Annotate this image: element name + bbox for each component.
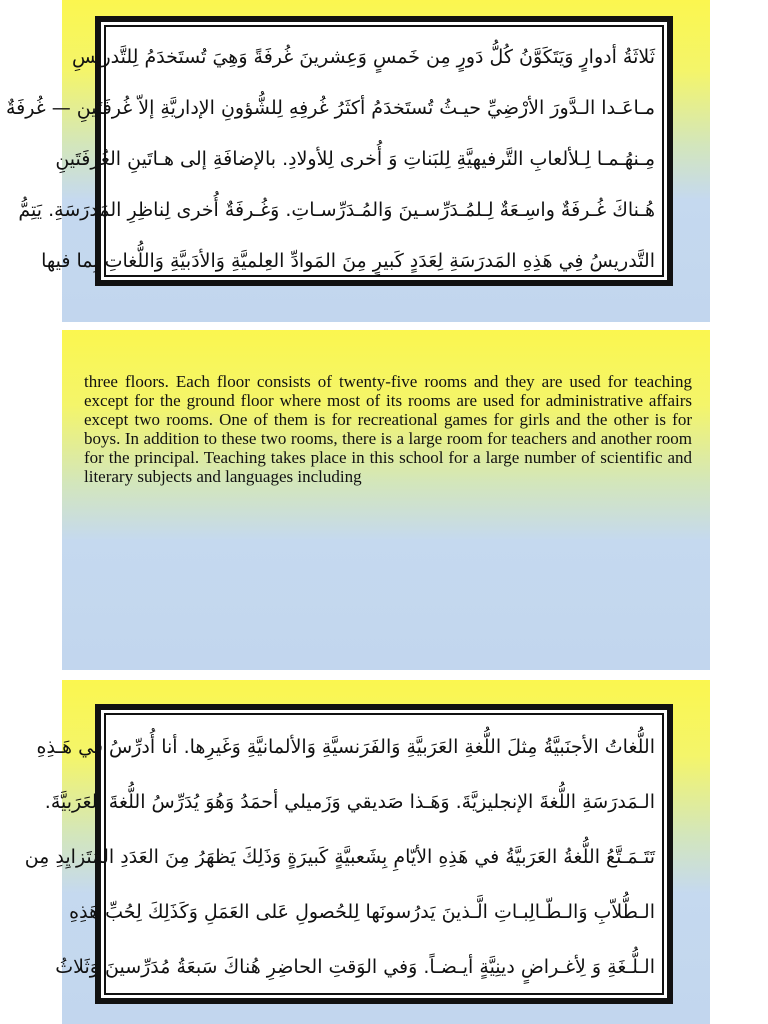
arabic-line: الـمَدرَسَةِ اللُّغةَ الإنجليزيَّةَ. وَهَـذا صَديقي وَزَميلي أحمَدُ وَهُوَ يُدَرِّسُ اللُّغةَ العَرَبيَّةَ. bbox=[44, 791, 655, 813]
slide-panel-arabic-top bbox=[6, 0, 710, 322]
arabic-line: مِـنهُـمـا لِـلألعابِ التَّرفيهيَّةِ لِلبَناتِ وَ أُخرى لِلأولادِ. بالإضافَةِ إلى هـاتَينِ الغُرفَتَينِ bbox=[55, 148, 655, 170]
arabic-line: مـاعَـدا الـدَّورَ الأرْضِيِّ حيـثُ تُستَخدَمُ أكثَرُ غُرفِهِ لِلشُّؤونِ الإداريَّةِ إلاّ غُرفَتَينِ — غُرفَةٌ bbox=[6, 97, 655, 119]
arabic-line: التَّدريسُ فِي هَذِهِ المَدرَسَةِ لِعَدَدٍ كَبيرٍ مِنَ المَوادِّ العِلميَّةِ وَالأدَبيَّةِ وَاللُّغاتِ بِما فيها bbox=[41, 250, 655, 272]
slide-panel-english-translation bbox=[62, 330, 710, 670]
arabic-line: هُـناكَ غُـرفَةٌ واسِـعَةٌ لِـلمُـدَرِّسـينَ وَالمُـدَرِّسـاتِ. وَغُـرفَةٌ أُخرى لِناظِرِ المَدرَسَةِ. يَتِمُّ bbox=[18, 199, 655, 221]
arabic-line: اللُّغاتُ الأجنَبيَّةُ مِثلَ اللُّغةِ العَرَبيَّةِ وَالفَرَنسيَّةِ وَالألمانيَّةِ وَغَيرِها. أنا أُدرِّسُ في هَـذِهِ bbox=[36, 736, 655, 758]
arabic-line: الـطُّلاّبِ وَالـطّـالِبـاتِ الَّـذينَ يَدرُسونَها لِلحُصولِ عَلى العَمَلِ وَكَذَلِكَ لِحُبِّ هَذِهِ bbox=[69, 901, 655, 923]
arabic-text-frame-top bbox=[6, 16, 673, 286]
arabic-line: الـلُّـغَةِ وَ لِأغـراضٍ دينِيَّةٍ أيـضـاً. وَفي الوَقتِ الحاضِرِ هُناكَ سَبعَةُ مُدَرِّسينَ وَثَلاثُ bbox=[55, 956, 655, 978]
arabic-text-frame-bottom bbox=[24, 704, 673, 1004]
slide-panel-arabic-bottom bbox=[24, 680, 710, 1024]
arabic-line: ثَلاثَةُ أدوارٍ وَيَتَكَوَّنُ كُلُّ دَورٍ مِن خَمسٍ وَعِشرينَ غُرفَةً وَهِيَ تُستَخدَمُ لِلتَّدريسِ bbox=[71, 46, 655, 68]
english-translation-paragraph: three floors. Each floor consists of twenty-five rooms and they are used for teaching except for the ground floor where most of its rooms are used for administrative affairs except two rooms. One of them is for recreational games for girls and the other is for boys. In addition to these two rooms, there is a large room for teachers and another room for the principal. Teaching takes place in this school for a large number of scientific and literary subjects and languages including bbox=[84, 372, 692, 486]
arabic-passage-top bbox=[6, 32, 655, 287]
arabic-passage-bottom bbox=[24, 720, 655, 995]
arabic-line: تَتَـمَـتَّعُ اللُّغةُ العَرَبيَّةُ في هَذِهِ الأيّامِ بِشَعبيَّةٍ كَبيرَةٍ وَذَلِكَ يَظهَرُ مِنَ العَدَدِ المُتَزايِدِ مِن bbox=[24, 846, 655, 868]
